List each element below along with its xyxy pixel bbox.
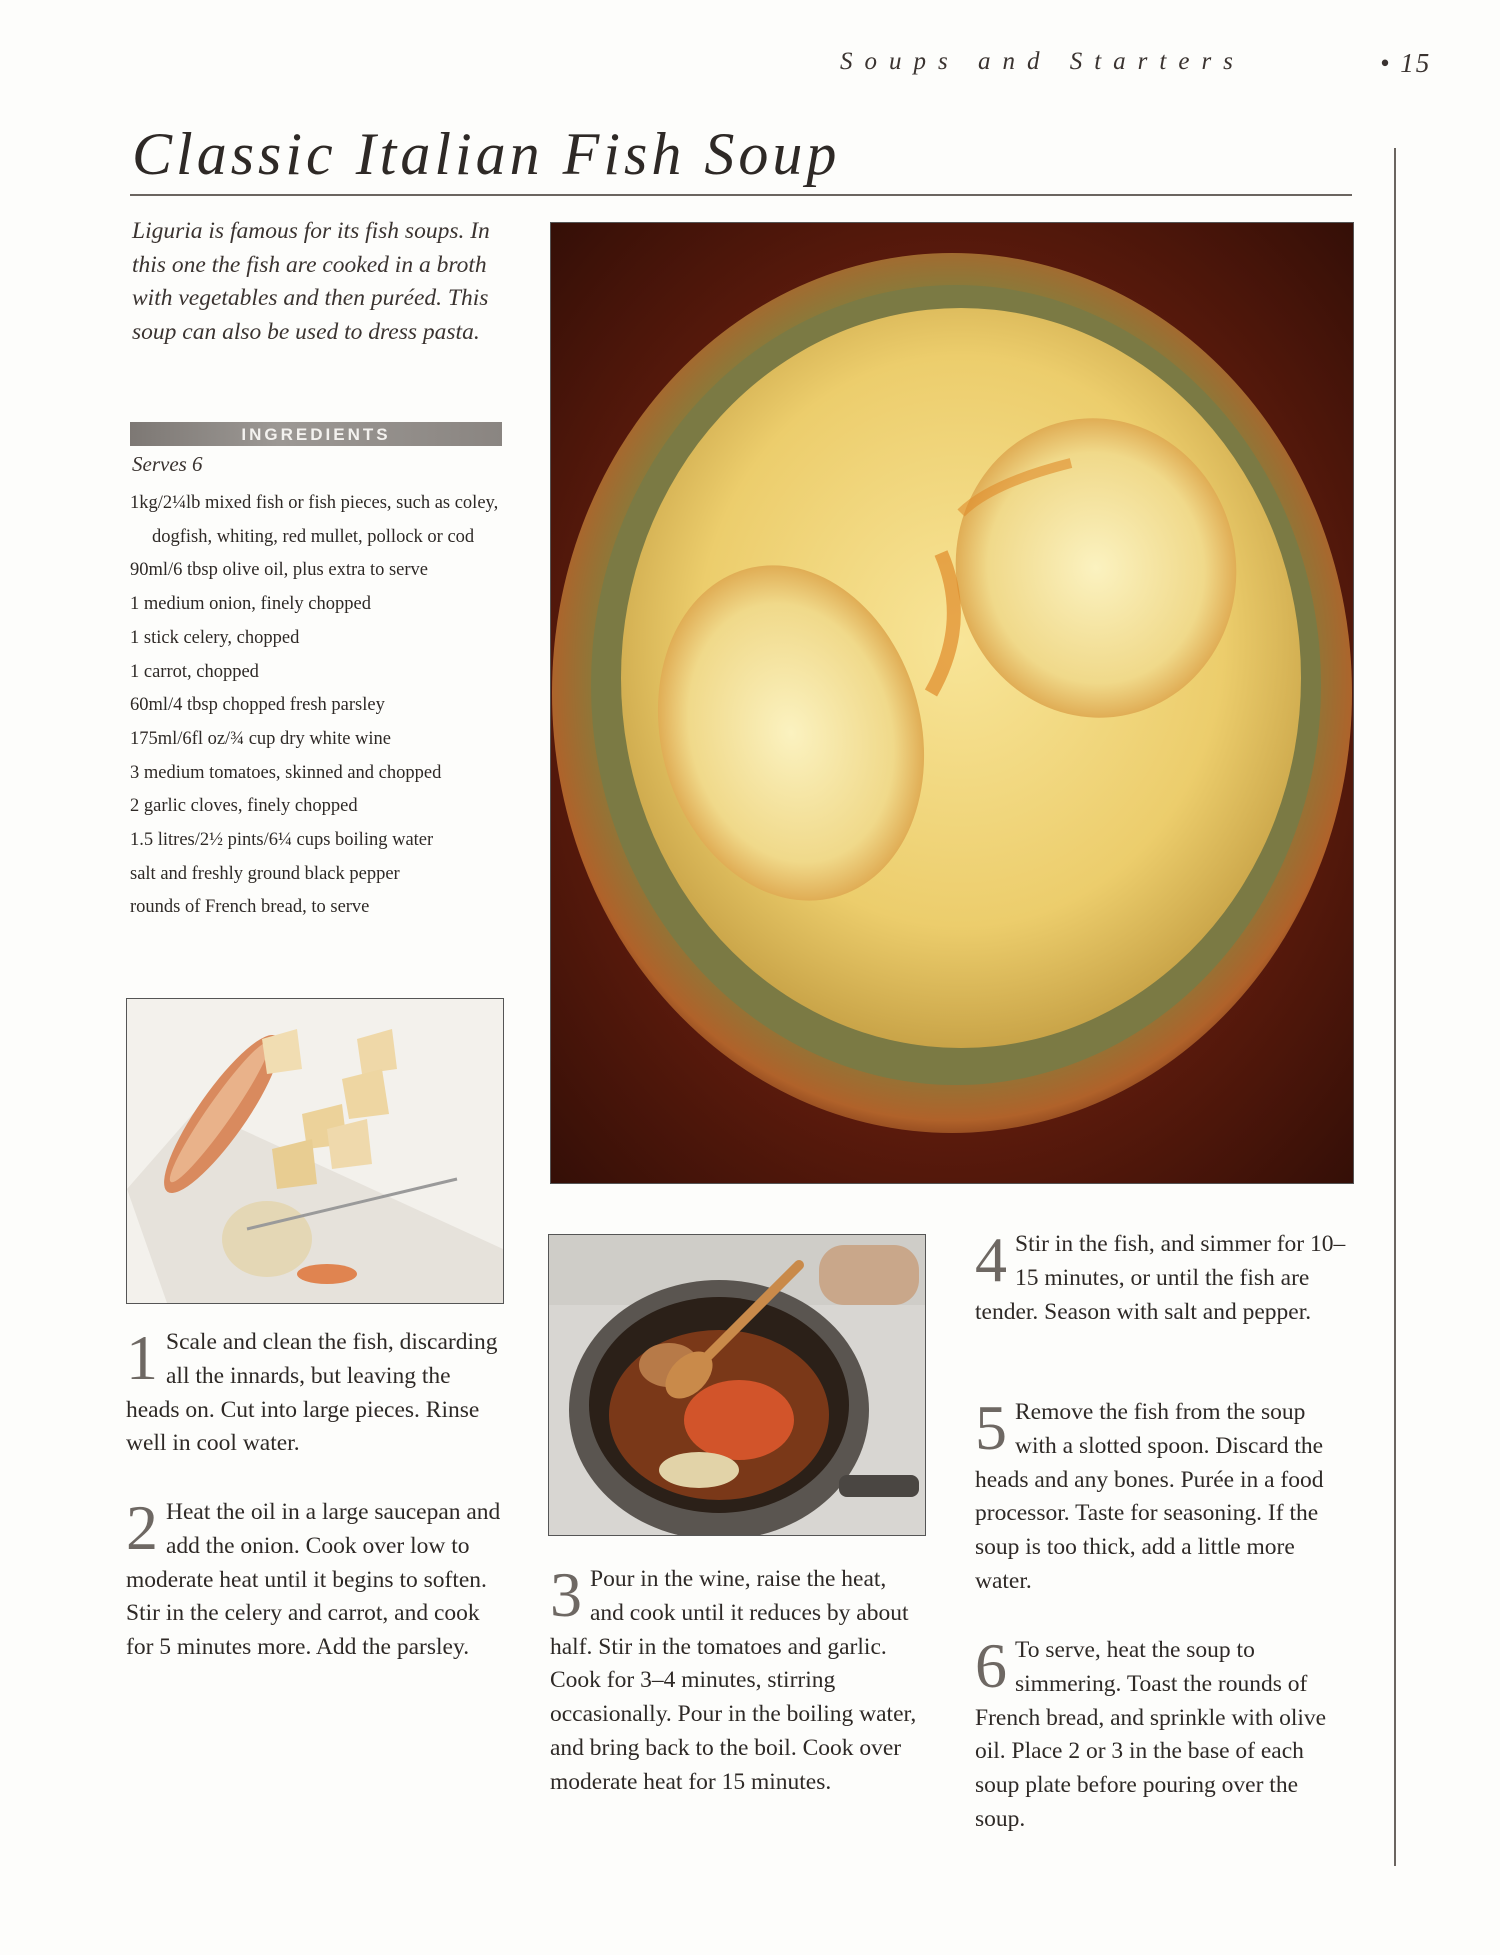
step-text: To serve, heat the soup to simmering. Toast the rounds of French bread, and sprinkle with olive oil. Place 2 or 3 in the base of each soup plate before pouring over the soup. <box>975 1637 1327 1832</box>
ingredients-list <box>130 487 520 925</box>
margin-rule <box>1394 148 1396 1866</box>
fish-prep-photo <box>126 998 504 1304</box>
ingredient-item: 1 medium onion, finely chopped <box>130 594 371 615</box>
saucepan-photo <box>548 1234 926 1536</box>
recipe-title: Classic Italian Fish Soup <box>132 121 841 187</box>
title-rule <box>130 194 1352 196</box>
ingredient-item: salt and freshly ground black pepper <box>130 863 400 884</box>
step-text: Scale and clean the fish, discarding all the innards, but leaving the heads on. Cut into large pieces. Rinse well in cool water. <box>126 1329 498 1457</box>
step-6 <box>975 1630 1353 1837</box>
ingredients-heading: INGREDIENTS <box>130 422 502 446</box>
step-number: 5 <box>975 1392 1007 1463</box>
step-text: Heat the oil in a large saucepan and add the onion. Cook over low to moderate heat until it begins to soften. Stir in the celery and carrot, and cook for 5 minutes more. Add the parsley. <box>126 1499 501 1661</box>
running-head: Soups and Starters <box>840 48 1245 75</box>
step-1 <box>126 1322 504 1461</box>
ingredient-item: 1kg/2¼lb mixed fish or fish pieces, such as coley, dogfish, whiting, red mullet, pollock or cod <box>130 493 499 547</box>
ingredient-item: rounds of French bread, to serve <box>130 897 370 918</box>
ingredient-item: 3 medium tomatoes, skinned and chopped <box>130 762 442 783</box>
serves-label: Serves 6 <box>132 452 203 476</box>
step-3 <box>550 1559 922 1800</box>
step-text: Stir in the fish, and simmer for 10–15 minutes, or until the fish are tender. Season with salt and pepper. <box>975 1231 1346 1325</box>
step-number: 4 <box>975 1224 1007 1295</box>
page-number: • 15 <box>1380 48 1432 78</box>
step-text: Remove the fish from the soup with a slotted spoon. Discard the heads and any bones. Purée in a food processor. Taste for seasoning. If the soup is too thick, add a little more water. <box>975 1399 1324 1594</box>
recipe-intro: Liguria is famous for its fish soups. In this one the fish are cooked in a broth with vegetables and then puréed. This soup can also be used to dress pasta. <box>132 218 490 345</box>
step-number: 1 <box>126 1322 158 1393</box>
ingredient-item: 175ml/6fl oz/¾ cup dry white wine <box>130 728 392 749</box>
ingredient-item: 90ml/6 tbsp olive oil, plus extra to serve <box>130 560 429 581</box>
step-2 <box>126 1492 504 1665</box>
step-number: 3 <box>550 1559 582 1630</box>
ingredient-item: 60ml/4 tbsp chopped fresh parsley <box>130 695 385 716</box>
ingredient-item: 2 garlic cloves, finely chopped <box>130 796 358 817</box>
step-text: Pour in the wine, raise the heat, and cook until it reduces by about half. Stir in the tomatoes and garlic. Cook for 3–4 minutes, stirring occasionally. Pour in the boiling water, and bring back to the boil. Cook over moderate heat for 15 minutes. <box>550 1566 917 1795</box>
ingredient-item: 1 carrot, chopped <box>130 661 259 682</box>
ingredient-item: 1.5 litres/2½ pints/6¼ cups boiling water <box>130 830 434 851</box>
step-4 <box>975 1224 1353 1329</box>
ingredient-item: 1 stick celery, chopped <box>130 627 300 648</box>
step-5 <box>975 1392 1353 1599</box>
step-number: 2 <box>126 1492 158 1563</box>
soup-bowl-photo <box>550 222 1354 1184</box>
step-number: 6 <box>975 1630 1007 1701</box>
